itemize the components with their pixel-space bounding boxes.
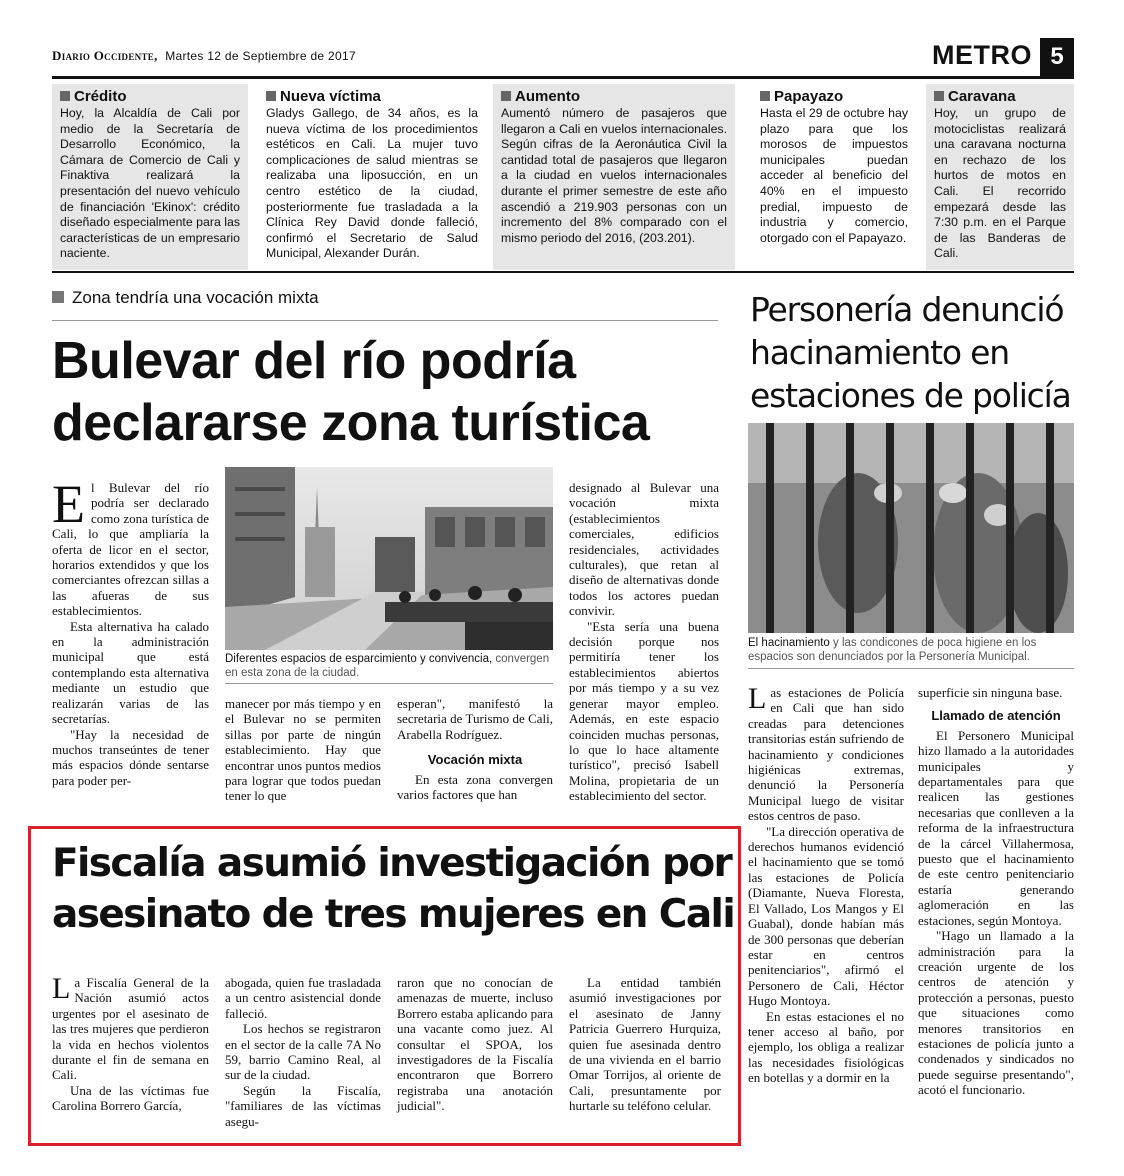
brief-text: Gladys Gallego, de 34 años, es la nueva víctima de los procedimientos estéticos en Cali. La mujer tuvo complicaciones de salud mientras se realizaba una liposucción, en un centro estético de la ciudad, posteriormente fue trasladada a la Clínica Rey David donde falleció, confirmó el Secretario de Salud Municipal, Alexander Durán.	[266, 106, 478, 261]
brief-aumento	[493, 84, 735, 270]
header-rule	[52, 76, 1074, 79]
photo-caption: Diferentes espacios de esparcimiento y convivencia, convergen en esta zona de la ciudad.	[225, 653, 550, 679]
photo-caption: El hacinamiento y las condicones de poca higiene en los espacios son denunciados por la Personería Municipal.	[748, 637, 1037, 663]
section-title: METRO	[932, 40, 1032, 70]
main-story-column-4: designado al Bulevar una vocación mixta (establecimientos comerciales, edificios residenciales, actividades culturales), que retan al diseño de alternativas donde todos los actores puedan convivir. "Esta sería una buena decisión porque nos permitiría tener los establecimientos abiertos por más tiempo y a su vez generar mayor empleo. Además, en este espacio coinciden muchas personas, lo que lo hace altamente turístico", precisó Isabell Molina, propietaria de un establecimiento del sector.	[569, 480, 719, 804]
main-headline: Bulevar del río podría declararse zona turística	[52, 332, 650, 452]
bullet-square-icon	[60, 91, 70, 101]
caption-rule	[225, 683, 553, 684]
boxed-story-column-2: abogada, quien fue trasladada a un centro asistencial donde falleció. Los hechos se registraron en el sector de la calle 7A No 59, barrio Camino Real, al sur de la ciudad. Según la Fiscalía, "familiares de las víctimas asegu-	[225, 975, 381, 1129]
bullet-square-icon	[501, 91, 511, 101]
boxed-headline: Fiscalía asumió investigación por asesinato de tres mujeres en Cali	[52, 841, 735, 937]
brief-title: Aumento	[515, 88, 580, 105]
brief-title: Caravana	[948, 88, 1016, 105]
brief-credito	[52, 84, 248, 270]
dropcap: L	[748, 682, 767, 715]
masthead	[52, 48, 356, 64]
brief-papayazo	[752, 84, 916, 270]
dropcap: L	[52, 972, 71, 1005]
right-story-column-1: Las estaciones de Policía en Cali que han sido creadas para detenciones transitorias están sufriendo de hacinamiento y condiciones higiénicas extremas, denunció la Personería Municipal luego de visitar estos centros de paso. "La dirección operativa de derechos humanos evidenció el hacinamiento que se tomó las estaciones de Policía (Diamante, Nueva Floresta, El Vallado, Los Mangos y El Guabal), donde habían más de 300 personas que deberían estar en centros penitenciarios", afirmó el Personero de Cali, Héctor Hugo Montoya. En estas estaciones el no tener acceso al baño, por ejemplo, los obliga a realizar las necesidades fisiológicas en botellas y a dormir en la	[748, 682, 904, 1086]
right-story-column-2: superficie sin ninguna base. Llamado de atención El Personero Municipal hizo llamado a la autoridades municipales y departamentales para que realicen las gestiones necesarias que conlleven a la reforma de la infraestructura de la cárcel Villahermosa, puesto que el hacinamiento de este centro penitenciario estaría generando aglomeración en las estaciones, según Montoya. "Hago un llamado a la administración para la creación urgente de los centros de atención y protección a personas, puesto que situaciones como menores transitorios en estaciones de policía junto a condenados y sindicados no puede seguirse presentando", acotó el funcionario.	[918, 685, 1074, 1098]
brief-title: Papayazo	[774, 88, 844, 105]
jail-photo	[748, 423, 1074, 633]
kicker-rule	[52, 320, 718, 321]
subhead: Vocación mixta	[427, 752, 523, 768]
bullet-square-icon	[760, 91, 770, 101]
brief-title: Nueva víctima	[280, 88, 381, 105]
brief-text: Aumentó número de pasajeros que llegaron a Cali en vuelos internacionales. Según cifras de la Aeronáutica Civil la cantidad total de pasajeros que llegaron a la ciudad en vuelos internacionales durante el primer semestre de este año ascendió a 219.903 personas con un incremento del 8% comparado con el mismo periodo del 2016, (203.201).	[501, 106, 727, 245]
bullet-square-icon	[266, 91, 276, 101]
boulevard-photo	[225, 467, 553, 650]
bullet-square-icon	[52, 291, 64, 303]
main-story-column-1: El Bulevar del río podría ser declarado como zona turística de Cali, lo que ampliaría la oferta de licor en el sector, horarios extendidos y que los comerciantes ofrezcan sillas a las afueras de sus establecimientos. Esta alternativa ha calado en la administración municipal que está contemplando esta alternativa mediante un estudio que realizarán varias de las secretarías. "Hay la necesidad de muchos transeúntes de tener más espacios dónde sentarse para poder per-	[52, 474, 209, 788]
main-story-column-2: manecer por más tiempo y en el Bulevar no se permiten sillas por parte de ningún establecimiento. Hay que encontrar unos puntos medios para lograr que todos puedan tener lo que	[225, 696, 381, 804]
brief-title: Crédito	[74, 88, 127, 105]
subhead: Llamado de atención	[931, 708, 1061, 724]
boxed-story-column-3: raron que no conocían de amenazas de muerte, incluso Borrero estaba aplicando para una vacante como juez. Al consultar el SPOA, los investigadores de la Fiscalía encontraron que Borrero registraba una anotación judicial".	[397, 975, 553, 1114]
boxed-story-column-1: La Fiscalía General de la Nación asumió actos urgentes por el asesinato de las tres mujeres que perdieron la vida en hechos violentos durante el fin de semana en Cali. Una de las víctimas fue Carolina Borrero García,	[52, 972, 209, 1114]
right-headline: Personería denunció hacinamiento en estaciones de policía	[750, 290, 1071, 415]
page-number: 5	[1040, 38, 1074, 76]
issue-date: Martes 12 de Septiembre de 2017	[165, 49, 356, 63]
boxed-story-column-4: La entidad también asumió investigaciones por el asesinato de Janny Patricia Guerrero Hurquiza, quien fue asesinada dentro de una vivienda en el barrio Omar Torrijos, al oriente de Cali, presuntamente por hurtarle su teléfono celular.	[569, 975, 721, 1114]
brief-text: Hoy, un grupo de motociclistas realizará una caravana nocturna en rechazo de los hurtos de motos en Cali. El recorrido empezará desde las 7:30 p.m. en el Parque de las Banderas de Cali.	[934, 106, 1066, 261]
brief-nueva-victima	[258, 84, 486, 270]
brief-text: Hasta el 29 de octubre hay plazo para que los morosos de impuestos municipales puedan acceder al beneficio del 40% en el impuesto predial, impuesto de industria y comercio, otorgado con el Papayazo.	[760, 106, 908, 245]
main-story-column-3: esperan", manifestó la secretaria de Turismo de Cali, Arabella Rodríguez. Vocación mixta En esta zona convergen varios factores que han	[397, 696, 553, 803]
brief-text: Hoy, la Alcaldía de Cali por medio de la Secretaría de Desarrollo Económico, la Cámara de Comercio de Cali y Finaktiva realizará la presentación del nuevo vehículo de financiación 'Ekinox': crédito diseñado especialmente para las características de un empresario naciente.	[60, 106, 240, 261]
caption-rule	[748, 668, 1074, 669]
brief-caravana	[926, 84, 1074, 270]
bullet-square-icon	[934, 91, 944, 101]
story-kicker: Zona tendría una vocación mixta	[52, 288, 319, 308]
briefs-rule	[52, 271, 1074, 273]
paper-name: Diario Occidente,	[52, 48, 158, 63]
dropcap: E	[52, 474, 85, 534]
